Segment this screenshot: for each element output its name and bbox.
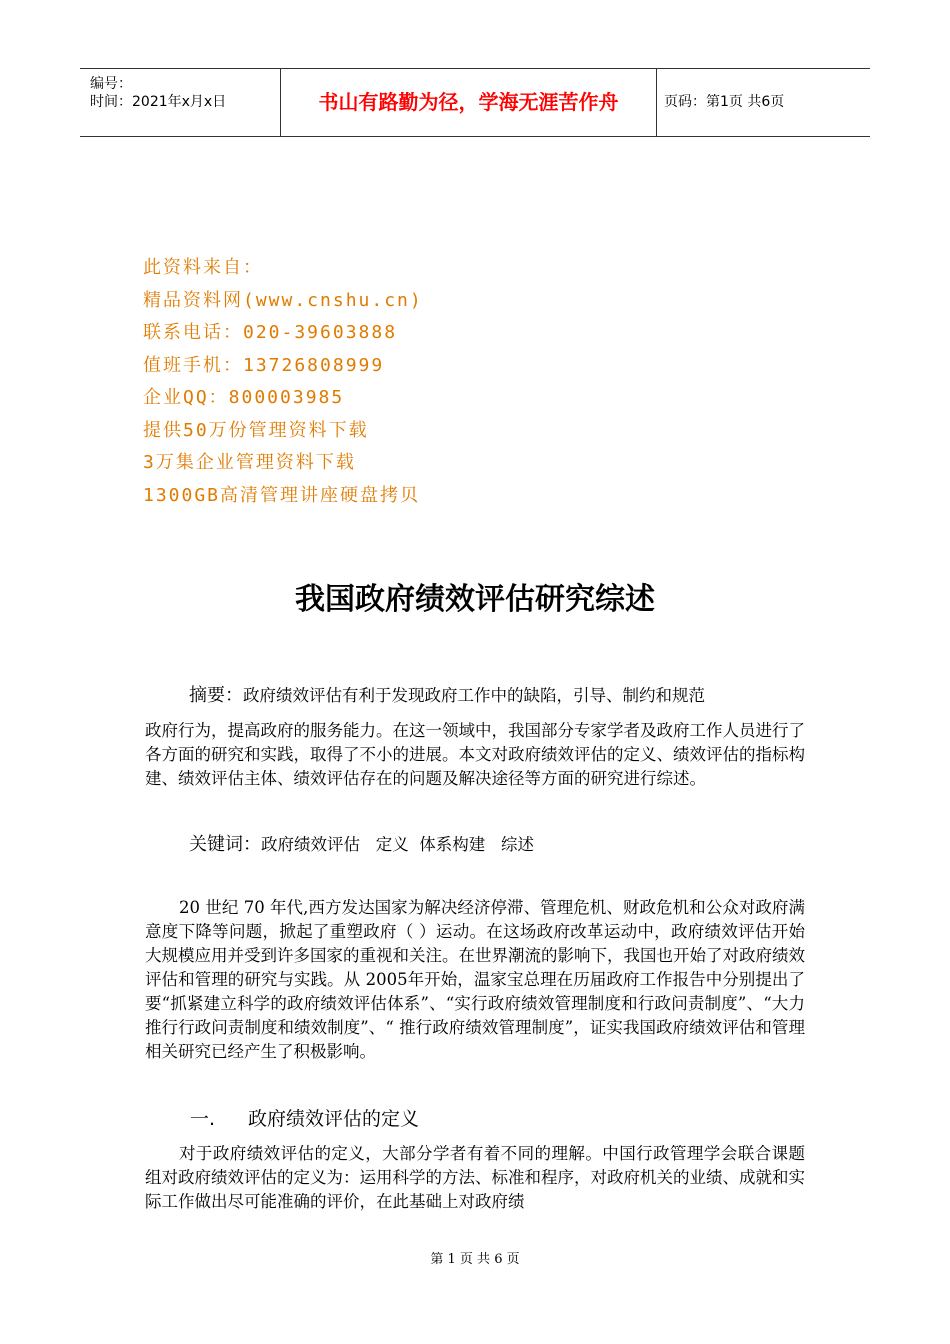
promo-line: 3万集企业管理资料下载 [143,452,356,473]
header-table [80,68,870,137]
page-footer: 第 1 页 共 6 页 [430,1252,520,1267]
keywords [145,833,849,857]
section-number: 一. [190,1108,216,1130]
intro-paragraph: 20 世纪 70 年代,西方发达国家为解决经济停滞、管理危机、财政危机和公众对政府满意度下降等问题，掀起了重塑政府（ ）运动。在这场政府改革运动中，政府绩效评估开始大规模应用并受到许多国家的重视和关注。在世界潮流的影响下，我国也开始了对政府绩效评估和管理的研究与实践。从 2005年开始，温家宝总理在历届政府工作报告中分别提出了要“抓紧建立科学的政府绩效评估体系”、“实行政府绩效管理制度和行政问责制度”、“大力推行行政问责制度和绩效制度”、“ 推行政府绩效管理制度”，证实我国政府绩效评估和管理相关研究已经产生了积极影响。 [145,898,805,1061]
promo-line: 精品资料网(www.cnshu.cn) [143,289,423,311]
definition-paragraph: 对于政府绩效评估的定义，大部分学者有着不同的理解。中国行政管理学会联合课题组对政府绩效评估的定义为：运用科学的方法、标准和程序，对政府机关的业绩、成就和实际工作做出尽可能准确的评价，在此基础上对政府绩 [145,1144,805,1211]
section-heading [190,1104,419,1131]
number-label: 编号： [90,76,132,92]
promo-line: 联系电话：020-39603888 [143,322,398,343]
abstract [145,683,805,791]
promo-line: 1300GB高清管理讲座硬盘拷贝 [143,484,421,506]
document-title: 我国政府绩效评估研究综述 [295,582,655,617]
header-meta-cell [80,69,281,136]
page-info: 页码：第1页 共6页 [664,94,785,110]
abstract-first-text: 政府绩效评估有利于发现政府工作中的缺陷，引导、制约和规范 [243,686,705,705]
keywords-value: 政府绩效评估 定义 体系构建 综述 [261,835,534,854]
promo-line: 提供50万份管理资料下载 [143,419,369,441]
abstract-body: 政府行为，提高政府的服务能力。在这一领域中，我国部分专家学者及政府工作人员进行了各方面的研究和实践，取得了不小的进展。本文对政府绩效评估的定义、绩效评估的指标构建、绩效评估主体、绩效评估存在的问题及解决途径等方面的研究进行综述。 [145,721,805,788]
keywords-label: 关键词： [189,834,261,855]
motto: 书山有路勤为径，学海无涯苦作舟 [281,69,657,136]
abstract-label: 摘要： [189,685,243,706]
promo-line: 此资料来自： [143,257,263,278]
abstract-first-line [145,683,805,709]
promo-line: 企业QQ：800003985 [143,387,345,408]
date-label: 时间：2021年x月x日 [90,94,227,110]
promo-line: 值班手机：13726808999 [143,354,385,376]
section-title: 政府绩效评估的定义 [248,1108,420,1130]
promo-block [143,252,423,512]
